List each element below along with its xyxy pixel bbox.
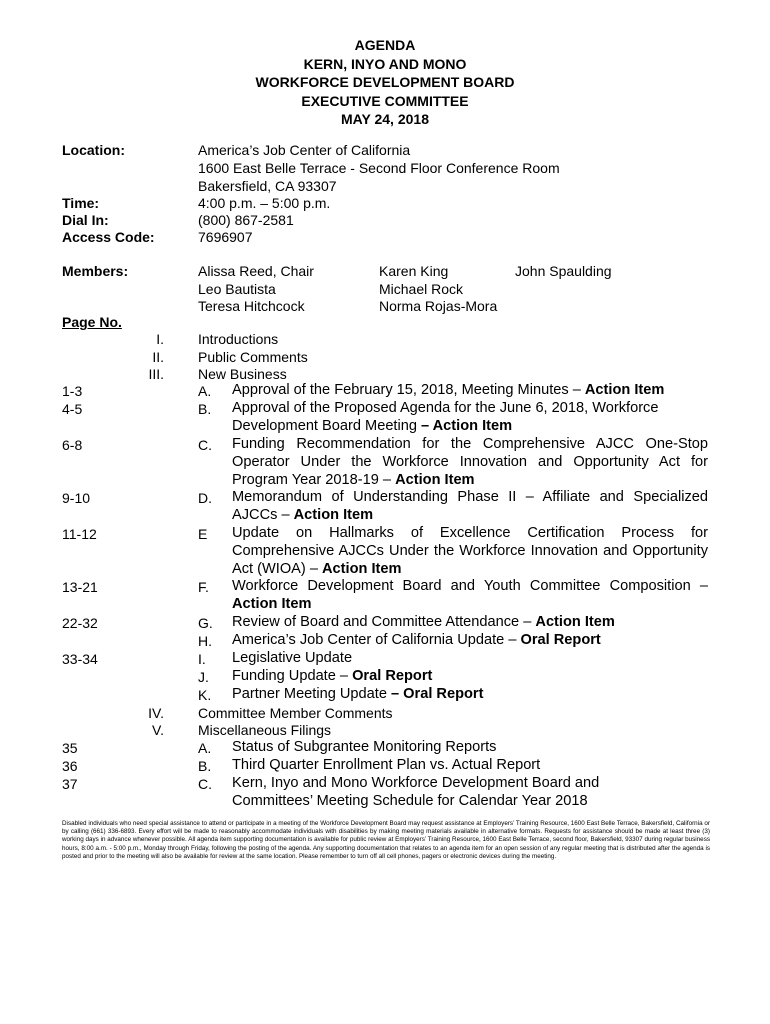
action-item-tag: – Action Item bbox=[421, 418, 513, 434]
roman-numeral: I. bbox=[156, 331, 164, 347]
member-name: John Spaulding bbox=[515, 263, 612, 279]
item-letter: A. bbox=[198, 383, 212, 399]
item-letter: H. bbox=[198, 633, 212, 649]
item-letter: C. bbox=[198, 776, 212, 792]
item-letter: A. bbox=[198, 740, 212, 756]
agenda-item bbox=[232, 631, 708, 649]
item-text: Funding Recommendation for the Comprehensive AJCC One-Stop Operator Under the Workforce Innovation and Opportunity Act for Program Year 2018-19 – bbox=[232, 436, 708, 488]
roman-numeral: V. bbox=[152, 722, 164, 738]
item-text: Review of Board and Committee Attendance – bbox=[232, 614, 536, 630]
access-code-label: Access Code: bbox=[62, 229, 155, 245]
location-line-3: Bakersfield, CA 93307 bbox=[198, 178, 337, 194]
member-name: Michael Rock bbox=[379, 281, 464, 297]
item-page-number: 1-3 bbox=[62, 383, 83, 399]
item-letter: J. bbox=[198, 669, 209, 685]
location-line-1: America’s Job Center of California bbox=[198, 142, 411, 158]
item-text: Workforce Development Board and Youth Committee Composition – bbox=[232, 578, 708, 594]
item-letter: D. bbox=[198, 490, 212, 506]
item-letter: K. bbox=[198, 687, 212, 703]
item-page-number: 36 bbox=[62, 758, 78, 774]
agenda-item bbox=[232, 667, 708, 685]
location-line-2: 1600 East Belle Terrace - Second Floor Conference Room bbox=[198, 160, 560, 176]
item-page-number: 22-32 bbox=[62, 615, 98, 631]
action-item-tag: Action Item bbox=[322, 561, 402, 577]
agenda-item bbox=[232, 685, 708, 703]
action-item-tag: Action Item bbox=[395, 472, 475, 488]
agenda-item bbox=[232, 649, 708, 667]
time-label: Time: bbox=[62, 195, 100, 211]
action-item-tag: Action Item bbox=[293, 507, 374, 523]
item-letter: G. bbox=[198, 615, 213, 631]
item-text: Memorandum of Understanding Phase II – Affiliate and Specialized AJCCs – bbox=[232, 489, 708, 523]
item-text: Approval of the February 15, 2018, Meeting Minutes – bbox=[232, 382, 585, 398]
item-page-number: 35 bbox=[62, 740, 78, 756]
dialin-value: (800) 867-2581 bbox=[198, 212, 294, 228]
item-page-number: 33-34 bbox=[62, 651, 98, 667]
agenda-item bbox=[232, 577, 708, 613]
agenda-section: Public Comments bbox=[198, 349, 308, 365]
action-item-tag: Action Item bbox=[535, 614, 615, 630]
agenda-item bbox=[232, 435, 708, 489]
item-letter: B. bbox=[198, 758, 212, 774]
roman-numeral: III. bbox=[148, 366, 164, 382]
member-name: Teresa Hitchcock bbox=[198, 298, 305, 314]
agenda-item bbox=[232, 613, 708, 631]
access-code-value: 7696907 bbox=[198, 229, 253, 245]
members-label: Members: bbox=[62, 263, 129, 279]
misc-filing-item: Kern, Inyo and Mono Workforce Development Board and Committees’ Meeting Schedule for Calendar Year 2018 bbox=[232, 775, 600, 809]
item-letter: I. bbox=[198, 651, 206, 667]
agenda-section: Introductions bbox=[198, 331, 279, 347]
item-page-number: 9-10 bbox=[62, 490, 91, 506]
misc-filing-item: Third Quarter Enrollment Plan vs. Actual Report bbox=[232, 757, 541, 773]
agenda-header bbox=[0, 36, 770, 129]
item-page-number: 13-21 bbox=[62, 579, 98, 595]
item-text: Partner Meeting Update bbox=[232, 686, 391, 702]
page-number-heading: Page No. bbox=[62, 314, 122, 330]
member-name: Leo Bautista bbox=[198, 281, 276, 297]
agenda-item bbox=[232, 488, 708, 524]
roman-numeral: II. bbox=[152, 349, 164, 365]
agenda-item bbox=[232, 399, 708, 435]
member-name: Alissa Reed, Chair bbox=[198, 263, 314, 279]
item-text: Funding Update – bbox=[232, 668, 353, 684]
time-value: 4:00 p.m. – 5:00 p.m. bbox=[198, 195, 331, 211]
item-letter: C. bbox=[198, 437, 212, 453]
item-letter: B. bbox=[198, 401, 212, 417]
location-label: Location: bbox=[62, 142, 125, 158]
action-item-tag: Action Item bbox=[584, 382, 665, 398]
action-item-tag: Action Item bbox=[232, 596, 312, 612]
member-name: Norma Rojas-Mora bbox=[379, 298, 498, 314]
item-text: Update on Hallmarks of Excellence Certification Process for Comprehensive AJCCs Under the Workforce Innovation and Opportunity Act (WIOA) – bbox=[232, 525, 708, 577]
item-page-number: 6-8 bbox=[62, 437, 83, 453]
item-page-number: 11-12 bbox=[62, 526, 97, 542]
agenda-section: New Business bbox=[198, 366, 287, 382]
item-text: America’s Job Center of California Update – bbox=[232, 632, 521, 648]
agenda-section: Committee Member Comments bbox=[198, 705, 393, 721]
item-letter: F. bbox=[198, 579, 209, 595]
accessibility-disclaimer: Disabled individuals who need special assistance to attend or participate in a meeting of the Workforce Development Board may request assistance at Employers’ Training Resource, 1600 East Belle Terrace, Bakersfield, California or by calling (661) 336-6893. Every effort will be made to reasonably accommodate individuals with disabilities by making meeting materials available in alternative formats. Requests for assistance should be made at least three (3) working days in advance whenever possible. All agenda item supporting documentation is available for public review at Employers’ Training Resource, 1600 East Belle Terrace, second floor, Bakersfield, 93307 during regular business hours, 8:00 a.m. - 5:00 p.m., Monday through Friday, following the posting of the agenda. Any supporting documentation that relates to an agenda item for an open session of any regular meeting that is distributed after the agenda is posted and prior to the meeting will also be available for review at the same location. Please remember to turn off all cell phones, pagers or electronic devices during the meeting. bbox=[62, 820, 710, 860]
oral-report-tag: Oral Report bbox=[520, 632, 601, 648]
item-page-number: 37 bbox=[62, 776, 78, 792]
header-board: WORKFORCE DEVELOPMENT BOARD bbox=[255, 74, 515, 90]
agenda-section: Miscellaneous Filings bbox=[198, 722, 332, 738]
item-text: Legislative Update bbox=[232, 650, 353, 666]
item-page-number: 4-5 bbox=[62, 401, 83, 417]
header-date: MAY 24, 2018 bbox=[341, 111, 429, 127]
agenda-item bbox=[232, 381, 708, 399]
roman-numeral: IV. bbox=[148, 705, 164, 721]
header-committee: EXECUTIVE COMMITTEE bbox=[301, 92, 469, 109]
dialin-label: Dial In: bbox=[62, 212, 109, 228]
member-name: Karen King bbox=[379, 263, 449, 279]
header-region: KERN, INYO AND MONO bbox=[303, 55, 467, 72]
misc-filing-item: Status of Subgrantee Monitoring Reports bbox=[232, 739, 497, 755]
item-text: Approval of the Proposed Agenda for the June 6, 2018, Workforce Development Board Meeting bbox=[232, 400, 659, 434]
agenda-item bbox=[232, 524, 708, 578]
oral-report-tag: Oral Report bbox=[352, 668, 433, 684]
oral-report-tag: – Oral Report bbox=[391, 686, 484, 702]
header-title: AGENDA bbox=[354, 37, 416, 53]
item-letter: E bbox=[198, 526, 208, 542]
